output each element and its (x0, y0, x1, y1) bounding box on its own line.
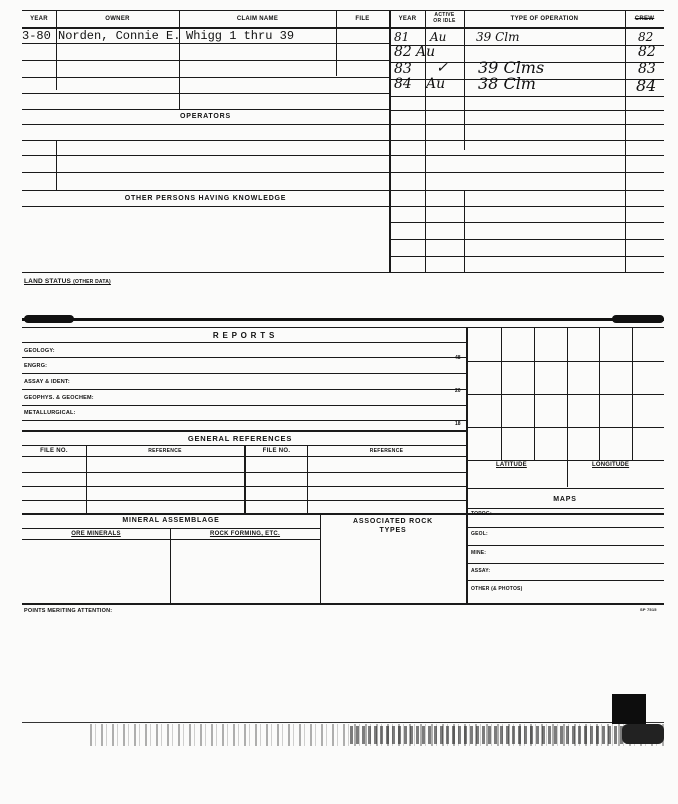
longitude-label: LONGITUDE (592, 462, 630, 468)
op-type: 39 Clms (478, 58, 545, 77)
maps-row-label: TOPOG: (471, 511, 492, 517)
form-number: SP 7515 (640, 607, 657, 612)
op-year: 82 (394, 44, 412, 60)
header-type-of-operation: TYPE OF OPERATION (510, 16, 579, 22)
op-status: Au (430, 30, 447, 44)
header-owner: OWNER (105, 16, 130, 22)
op-status: Au (426, 76, 446, 92)
report-row-label: ENGRG: (24, 363, 48, 369)
op-year: 81 (394, 30, 410, 44)
ref-header-file-no-1: FILE NO. (40, 448, 68, 454)
rock-forming-header: ROCK FORMING, ETC. (209, 531, 281, 537)
op-type: 38 Clm (478, 74, 536, 93)
claim-owner: Norden, Connie E. (58, 29, 181, 43)
lower-top-bar (22, 318, 664, 321)
claim-name: Whigg 1 thru 39 (186, 29, 295, 43)
points-meriting-label: POINTS MERITING ATTENTION: (24, 608, 113, 614)
mineral-assemblage-heading: MINERAL ASSEMBLAGE (122, 517, 220, 524)
ore-minerals-header: ORE MINERALS (71, 531, 121, 537)
header-or-idle: OR IDLE (433, 18, 456, 24)
lower-top-smudge-left (24, 315, 74, 323)
op-crew: 82 (638, 30, 654, 44)
general-references-heading: GENERAL REFERENCES (187, 434, 293, 443)
op-type: 39 Clm (476, 30, 520, 44)
reports-heading: R E P O R T S (212, 331, 276, 340)
scan-noise-line (22, 722, 664, 723)
header-claim-name: CLAIM NAME (236, 16, 279, 22)
ref-header-file-no-2: FILE NO. (262, 448, 291, 454)
scan-black-square (612, 694, 646, 724)
report-row-label: ASSAY & IDENT: (24, 379, 70, 385)
op-year: 84 (394, 76, 412, 92)
report-row-num: 18 (455, 421, 461, 427)
land-status-sub: (OTHER DATA) (73, 279, 111, 285)
associated-rock-types-heading: ASSOCIATED ROCK TYPES (353, 518, 433, 534)
op-status: ✓ (436, 60, 448, 76)
claim-year: 3-80 (22, 29, 51, 43)
report-row-num: 48 (455, 355, 461, 361)
ref-header-reference-1: REFERENCE (148, 448, 182, 454)
scan-black-blob (622, 724, 664, 744)
op-crew: 82 (638, 44, 656, 60)
op-status: Au (416, 44, 436, 60)
other-persons-heading: OTHER PERSONS HAVING KNOWLEDGE (124, 195, 287, 202)
op-crew: 83 (638, 61, 656, 77)
operators-heading: OPERATORS (180, 113, 231, 120)
land-status-label: LAND STATUS (24, 278, 72, 285)
report-row-label: METALLURGICAL: (24, 410, 76, 416)
op-crew: 84 (636, 76, 657, 95)
lower-top-smudge-right (612, 315, 664, 323)
maps-row-label: ASSAY: (471, 568, 491, 574)
maps-heading: MAPS (553, 496, 577, 503)
land-status-heading (24, 278, 111, 285)
report-row-num: 20 (455, 388, 461, 394)
scan-noise-band-dark (350, 726, 650, 744)
maps-row-label: OTHER (& PHOTOS) (471, 586, 523, 592)
maps-row-label: MINE: (471, 550, 487, 556)
report-row-label: GEOLOGY: (24, 348, 55, 354)
ref-header-reference-2: REFERENCE (369, 448, 404, 454)
header-crew: CREW (634, 16, 655, 22)
report-row-label: GEOPHYS. & GEOCHEM: (24, 395, 94, 401)
op-year: 83 (394, 61, 412, 77)
latitude-label: LATITUDE (496, 462, 527, 468)
header-active: ACTIVE (434, 12, 455, 18)
header-file: FILE (355, 16, 370, 22)
header-year: YEAR (30, 16, 48, 22)
header-year-2: YEAR (398, 16, 417, 22)
maps-row-label: GEOL: (471, 531, 488, 537)
